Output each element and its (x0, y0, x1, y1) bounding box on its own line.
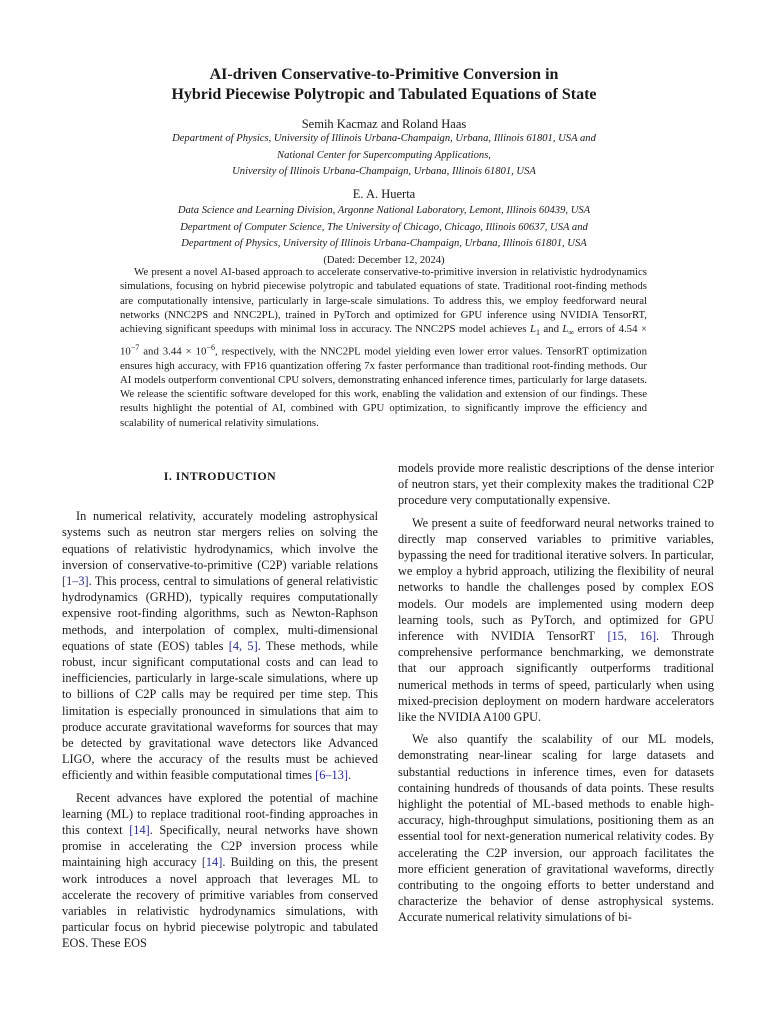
math-number: 3.44 × 10 (162, 345, 207, 358)
paragraph: models provide more realistic descriptions of the dense interior of neutron stars, yet their complexity makes the traditional C2P procedure very computationally expensive. (398, 461, 714, 508)
paragraph-text: We present a suite of feedforward neural networks trained to directly map conserved variables to primitive variables, bypassing the need for traditional iterative solvers. In particular, we employ a hybrid approach, utilizing the flexibility of neural networks to handle the challenges posed by complex EOS models. Our models are implemented using modern deep learning tools, such as PyTorch, and optimized for GPU inference with NVIDIA TensorRT (398, 515, 714, 644)
math-sub: 1 (535, 328, 540, 338)
affiliation-line: University of Illinois Urbana-Champaign, Urbana, Illinois 61801, USA (232, 166, 536, 177)
paragraph-text: . This process, central to simulations of general relativistic hydrodynamics (GRHD), typically requires computationally expensive root-finding algorithms, such as Newton-Raphson methods, and interpolation of complex, multi-dimensional equations of state (EOS) tables (62, 574, 378, 653)
affiliation-line: Department of Computer Science, The University of Chicago, Chicago, Illinois 60637, USA and (180, 221, 588, 233)
section-heading-introduction: I. INTRODUCTION (163, 469, 277, 483)
paragraph (62, 508, 378, 783)
affiliation-line: National Center for Supercomputing Applications, (277, 149, 491, 161)
paragraph-text: . Building on this, the present work introduces a novel approach that leverages ML to accelerate the recovery of primitive variables from conserved variables in relativistic hydrodynamics simulations, with particular focus on hybrid piecewise polytropic and tabulated EOS. These EOS (62, 855, 378, 951)
authors-group-1: Semih Kacmaz and Roland Haas (301, 117, 467, 131)
paragraph-text: Recent advances have explored the potential of machine learning (ML) to replace traditional root-finding approaches in this context (62, 790, 378, 838)
paragraph-text: . These methods, while robust, incur significant computational costs and can lead to inefficiencies, particularly in large-scale simulations, where up to billions of C2P calls may be required per time step. This limitation is especially pronounced in simulations that aim to produce accurate gravitational waveforms for sources that may be detected by gravitational wave detectors like Advanced LIGO, where the accuracy of the results must be achieved efficiently and within feasible computational times (62, 638, 379, 783)
math-L: L (562, 323, 569, 336)
paragraph-text: . (347, 768, 352, 783)
citation-link[interactable]: [15, 16] (607, 629, 657, 644)
paragraph-text: . Specifically, neural networks have shown promise in accelerating the C2P inversion process while maintaining high accuracy (62, 823, 378, 870)
math-L: L (529, 323, 536, 336)
authors-group-2: E. A. Huerta (352, 187, 416, 201)
math-number: 4.54 × 10 (120, 323, 647, 358)
affiliation-line: Data Science and Learning Division, Argonne National Laboratory, Lemont, Illinois 60439, USA (177, 205, 591, 216)
affiliation-group-2 (60, 203, 708, 269)
affiliation-line: Department of Physics, University of Illinois Urbana-Champaign, Urbana, Illinois 61801, USA and (172, 133, 596, 144)
math-exponent: −7 (130, 342, 140, 352)
citation-link[interactable]: [14] (201, 855, 223, 870)
math-sub: ∞ (568, 328, 575, 338)
math-exponent: −6 (206, 342, 215, 352)
left-column (62, 460, 378, 952)
citation-link[interactable]: [6–13] (315, 768, 348, 783)
dated-line: (Dated: December 12, 2024) (323, 254, 445, 266)
citation-link[interactable]: [4, 5] (228, 638, 258, 653)
title-line-1: AI-driven Conservative-to-Primitive Conversion in (209, 66, 559, 83)
abstract-text: We present a novel AI-based approach to accelerate conservative-to-primitive inversion in relativistic hydrodynamics simulations, focusing on hybrid piecewise polytropic and tabulated equations of state. Traditional root-finding methods are computationally intensive, particularly in large-scale simulations. To address this, we employ feedforward neural networks (NNC2PS and NNC2PL), trained in PyTorch and optimized for GPU inference using NVIDIA TensorRT, achieving significant speedups with minimal loss in accuracy. The NNC2PS model achieves (120, 266, 647, 336)
citation-link[interactable]: [14] (129, 823, 150, 838)
paragraph-text: In numerical relativity, accurately modeling astrophysical systems such as neutron star mergers relies on solving the equations of relativistic hydrodynamics, which involve the inversion of conservative-to-primitive (C2P) variable relations (62, 509, 378, 572)
paragraph-text: . Through comprehensive performance benchmarking, we demonstrate that our approach significantly outperforms traditional numerical methods in terms of speed, particularly when using mixed-precision deployment on modern hardware accelerators like the NVIDIA A100 GPU. (398, 629, 714, 725)
abstract (120, 265, 647, 430)
right-column (398, 460, 714, 926)
paragraph (62, 790, 378, 952)
abstract-text: and (139, 345, 163, 358)
abstract-text: and (539, 323, 563, 336)
paper-title (60, 65, 708, 104)
title-line-2: Hybrid Piecewise Polytropic and Tabulated Equations of State (171, 85, 597, 103)
affiliation-group-1 (60, 131, 708, 181)
abstract-text: errors of (574, 323, 619, 336)
paragraph: We also quantify the scalability of our ML models, demonstrating near-linear scaling for large datasets and substantial reductions in inference times, even for datasets containing hundreds of thousands of data points. These results highlight the potential of ML-based methods to enable high-accuracy, high-throughput simulations, positioning them as an essential tool for next-generation numerical relativity codes. By accelerating the C2P inversion, our approach facilitates the more efficient generation of gravitational waveforms, directly contributing to the ongoing efforts to better understand and characterize the behavior of dense astrophysical systems. Accurate numerical relativity simulations of bi- (398, 732, 714, 925)
citation-link[interactable]: [1–3] (62, 574, 89, 589)
paragraph (398, 515, 714, 726)
abstract-text: , respectively, with the NNC2PL model yielding even lower error values. TensorRT optimization ensures high accuracy, with FP16 quantization offering 7x faster performance than traditional root-finding methods. Our AI models outperform conventional CPU solvers, demonstrating enhanced inference times, particularly for large datasets. We release the scientific software developed for this work, enabling the validation and extension of our findings. These results highlight the potential of AI, combined with GPU optimization, to significantly improve the efficiency and scalability of numerical relativity simulations. (120, 345, 647, 429)
affiliation-line: Department of Physics, University of Illinois Urbana-Champaign, Urbana, Illinois 61801, USA (181, 238, 587, 249)
